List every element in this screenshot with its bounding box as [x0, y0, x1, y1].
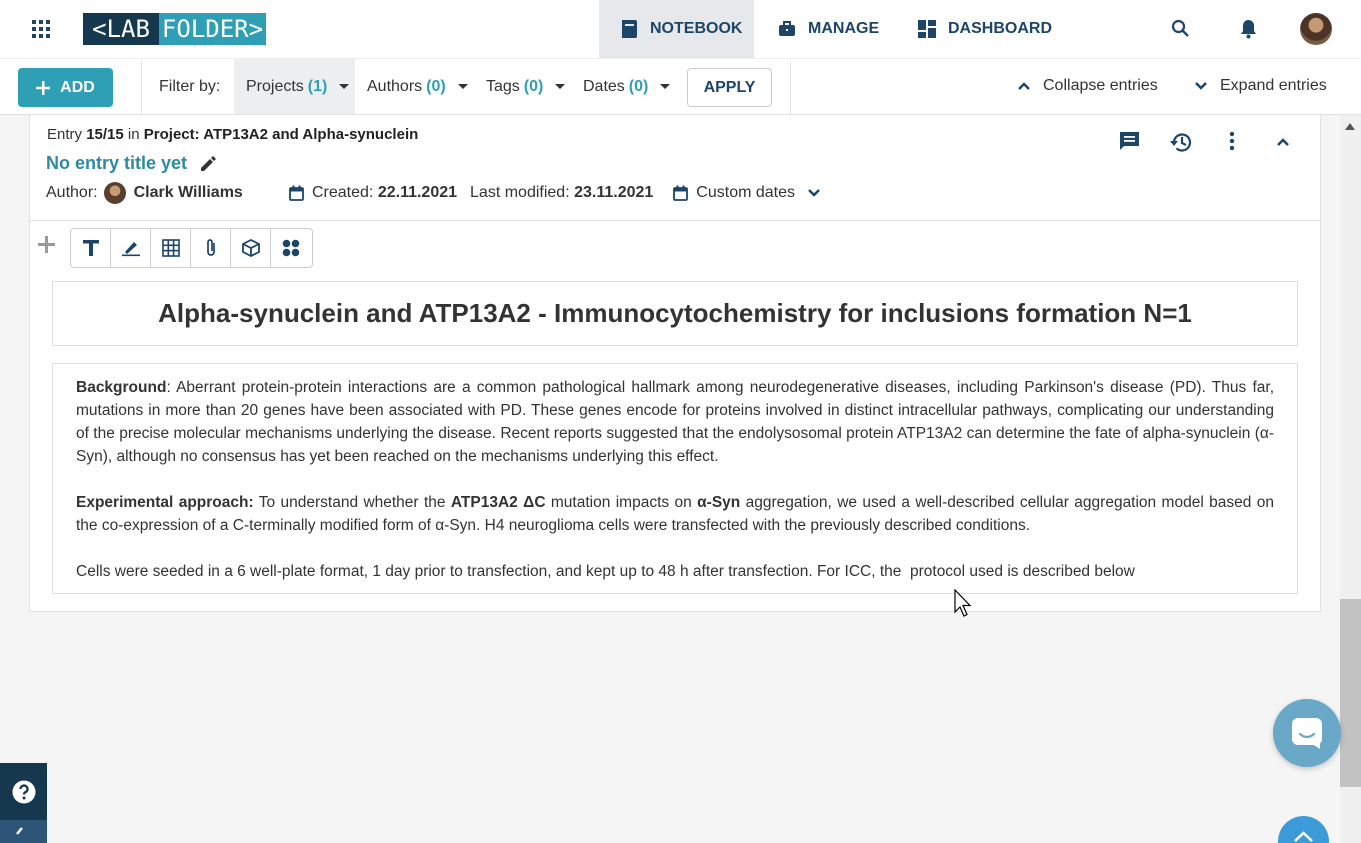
mouse-cursor-icon [954, 589, 974, 619]
entry-location [47, 126, 418, 143]
scroll-up-arrow-icon[interactable] [1345, 123, 1355, 130]
nav-notebook-label: NOTEBOOK [650, 20, 743, 37]
plus-icon [36, 81, 50, 95]
labfolder-logo[interactable] [83, 13, 266, 45]
cube-element-icon[interactable] [231, 229, 271, 267]
collapse-entries-button[interactable] [1017, 77, 1158, 95]
chevron-up-icon [1017, 81, 1031, 91]
created-value: 22.11.2021 [377, 184, 458, 201]
entry-title[interactable] [46, 153, 217, 174]
filter-toolbar [0, 58, 1361, 115]
element-toolbar [70, 228, 313, 268]
book-icon [620, 19, 638, 39]
briefcase-icon [778, 20, 796, 38]
approach-text-a: To understand whether the [253, 494, 451, 511]
text-element[interactable] [52, 363, 1298, 594]
filter-dates-count: (0) [628, 77, 649, 95]
entry-title-text: No entry title yet [46, 153, 188, 173]
custom-dates-label: Custom dates [696, 184, 796, 201]
sidebar-toggle-chevron-left-icon[interactable] [0, 820, 47, 843]
add-element-plus-icon[interactable] [38, 236, 55, 253]
more-vertical-icon[interactable] [1229, 131, 1235, 151]
bell-icon[interactable] [1240, 19, 1257, 39]
filter-authors-dropdown[interactable] [367, 59, 468, 114]
apply-button[interactable]: APPLY [687, 68, 772, 107]
author-avatar [104, 182, 126, 204]
user-avatar[interactable] [1300, 13, 1332, 45]
filter-authors-count: (0) [426, 77, 446, 95]
chat-icon[interactable] [1273, 699, 1341, 767]
protocol-paragraph: Cells were seeded in a 6 well-plate format, 1 day prior to transfection, and kept up to 48 h after transfection. For ICC, the protocol used is described below [76, 563, 1135, 580]
entry-header-divider [29, 220, 1321, 221]
chevron-down-icon [807, 188, 821, 198]
approach-mutation: ATP13A2 ΔC [450, 494, 546, 511]
approach-paragraph [76, 491, 1274, 537]
collapse-entry-chevron-up-icon[interactable] [1276, 137, 1290, 147]
expand-entries-label: Expand entries [1220, 77, 1327, 94]
apps-grid-icon[interactable] [31, 19, 51, 39]
top-navigation [0, 0, 1361, 58]
sketch-element-icon[interactable] [111, 229, 151, 267]
filter-projects-count: (1) [307, 77, 328, 95]
created-label: Created: [312, 184, 374, 201]
history-icon[interactable] [1170, 131, 1193, 154]
author-name[interactable]: Clark Williams [133, 184, 243, 201]
divider [141, 61, 142, 116]
nav-manage-label: MANAGE [808, 20, 880, 37]
nav-notebook-tab[interactable] [599, 0, 754, 58]
author-label: Author: [46, 184, 98, 201]
search-icon[interactable] [1171, 19, 1190, 38]
modified-label: Last modified: [470, 184, 570, 201]
filter-tags-label: Tags [486, 77, 520, 95]
approach-text-c: mutation impacts on [545, 494, 698, 511]
dashboard-icon [918, 20, 936, 38]
entry-project-link[interactable]: Project: ATP13A2 and Alpha-synuclein [143, 126, 419, 143]
text-element-icon[interactable] [71, 229, 111, 267]
filter-dates-dropdown[interactable] [583, 59, 670, 114]
background-text: : Aberrant protein-protein interactions are a common pathological hallmark among neurodegenerative diseases, including Parkinson's disease (PD). Thus far, mutations in more than 20 genes have been associated with PD. These genes encode for proteins involved in distinct intracellular pathways, complicating our understanding of the precise molecular mechanisms underlying the disease. Recent reports suggested that the endolysosomal protein ATP13A2 can determine the fate of alpha-synuclein (α-Syn), although no consensus has yet been reached on the mechanisms underlying this effect. [76, 379, 1274, 465]
entry-index: 15/15 [86, 126, 124, 143]
filter-projects-dropdown[interactable] [234, 59, 355, 114]
entry-prefix: Entry [47, 126, 83, 143]
comment-icon[interactable] [1119, 131, 1140, 152]
entry-dates [289, 181, 829, 205]
caret-down-icon [660, 84, 670, 89]
table-element-icon[interactable] [151, 229, 191, 267]
logo-left: <LAB [83, 13, 159, 45]
caret-down-icon [555, 84, 565, 89]
filter-projects-label: Projects [246, 77, 304, 95]
filter-dates-label: Dates [583, 77, 625, 95]
modified-value: 23.11.2021 [574, 184, 654, 201]
chevron-down-icon [1194, 81, 1208, 91]
divider [790, 61, 791, 116]
filter-tags-dropdown[interactable] [486, 59, 565, 114]
calendar-icon [289, 185, 304, 201]
custom-dates-button[interactable] [673, 184, 829, 202]
nav-dashboard-tab[interactable] [918, 0, 1052, 58]
approach-label: Experimental approach: [76, 494, 254, 511]
content-heading[interactable]: Alpha-synuclein and ATP13A2 - Immunocytochemistry for inclusions formation N=1 [52, 281, 1298, 346]
approach-text-e: aggregation, we used a well-described cellular aggregation model based on the co-expression of a C-terminally modified form of α-Syn. H4 neuroglioma cells were transfected with the previously described conditions. [76, 494, 1274, 534]
filter-by-label: Filter by: [159, 78, 221, 95]
caret-down-icon [339, 84, 349, 89]
scrollbar-thumb[interactable] [1340, 599, 1361, 787]
nav-manage-tab[interactable] [778, 0, 879, 58]
approach-protein: α-Syn [697, 494, 741, 511]
pencil-icon[interactable] [199, 155, 217, 173]
add-button[interactable] [18, 68, 113, 107]
filter-tags-count: (0) [523, 77, 544, 95]
nav-dashboard-label: DASHBOARD [948, 20, 1052, 37]
filter-authors-label: Authors [367, 77, 423, 95]
collapse-entries-label: Collapse entries [1043, 77, 1158, 94]
scroll-to-top-button[interactable] [1278, 816, 1329, 843]
caret-down-icon [458, 84, 468, 89]
background-label: Background [76, 379, 167, 396]
expand-entries-button[interactable] [1194, 77, 1327, 95]
entry-in-label: in [127, 126, 140, 143]
logo-right: FOLDER> [159, 13, 266, 45]
help-icon[interactable] [0, 763, 47, 820]
attachment-icon[interactable] [191, 229, 231, 267]
apps-element-icon[interactable] [271, 229, 311, 267]
background-paragraph [76, 376, 1274, 468]
calendar-icon [673, 185, 688, 201]
entry-author [46, 181, 243, 205]
add-button-label: ADD [60, 78, 95, 96]
